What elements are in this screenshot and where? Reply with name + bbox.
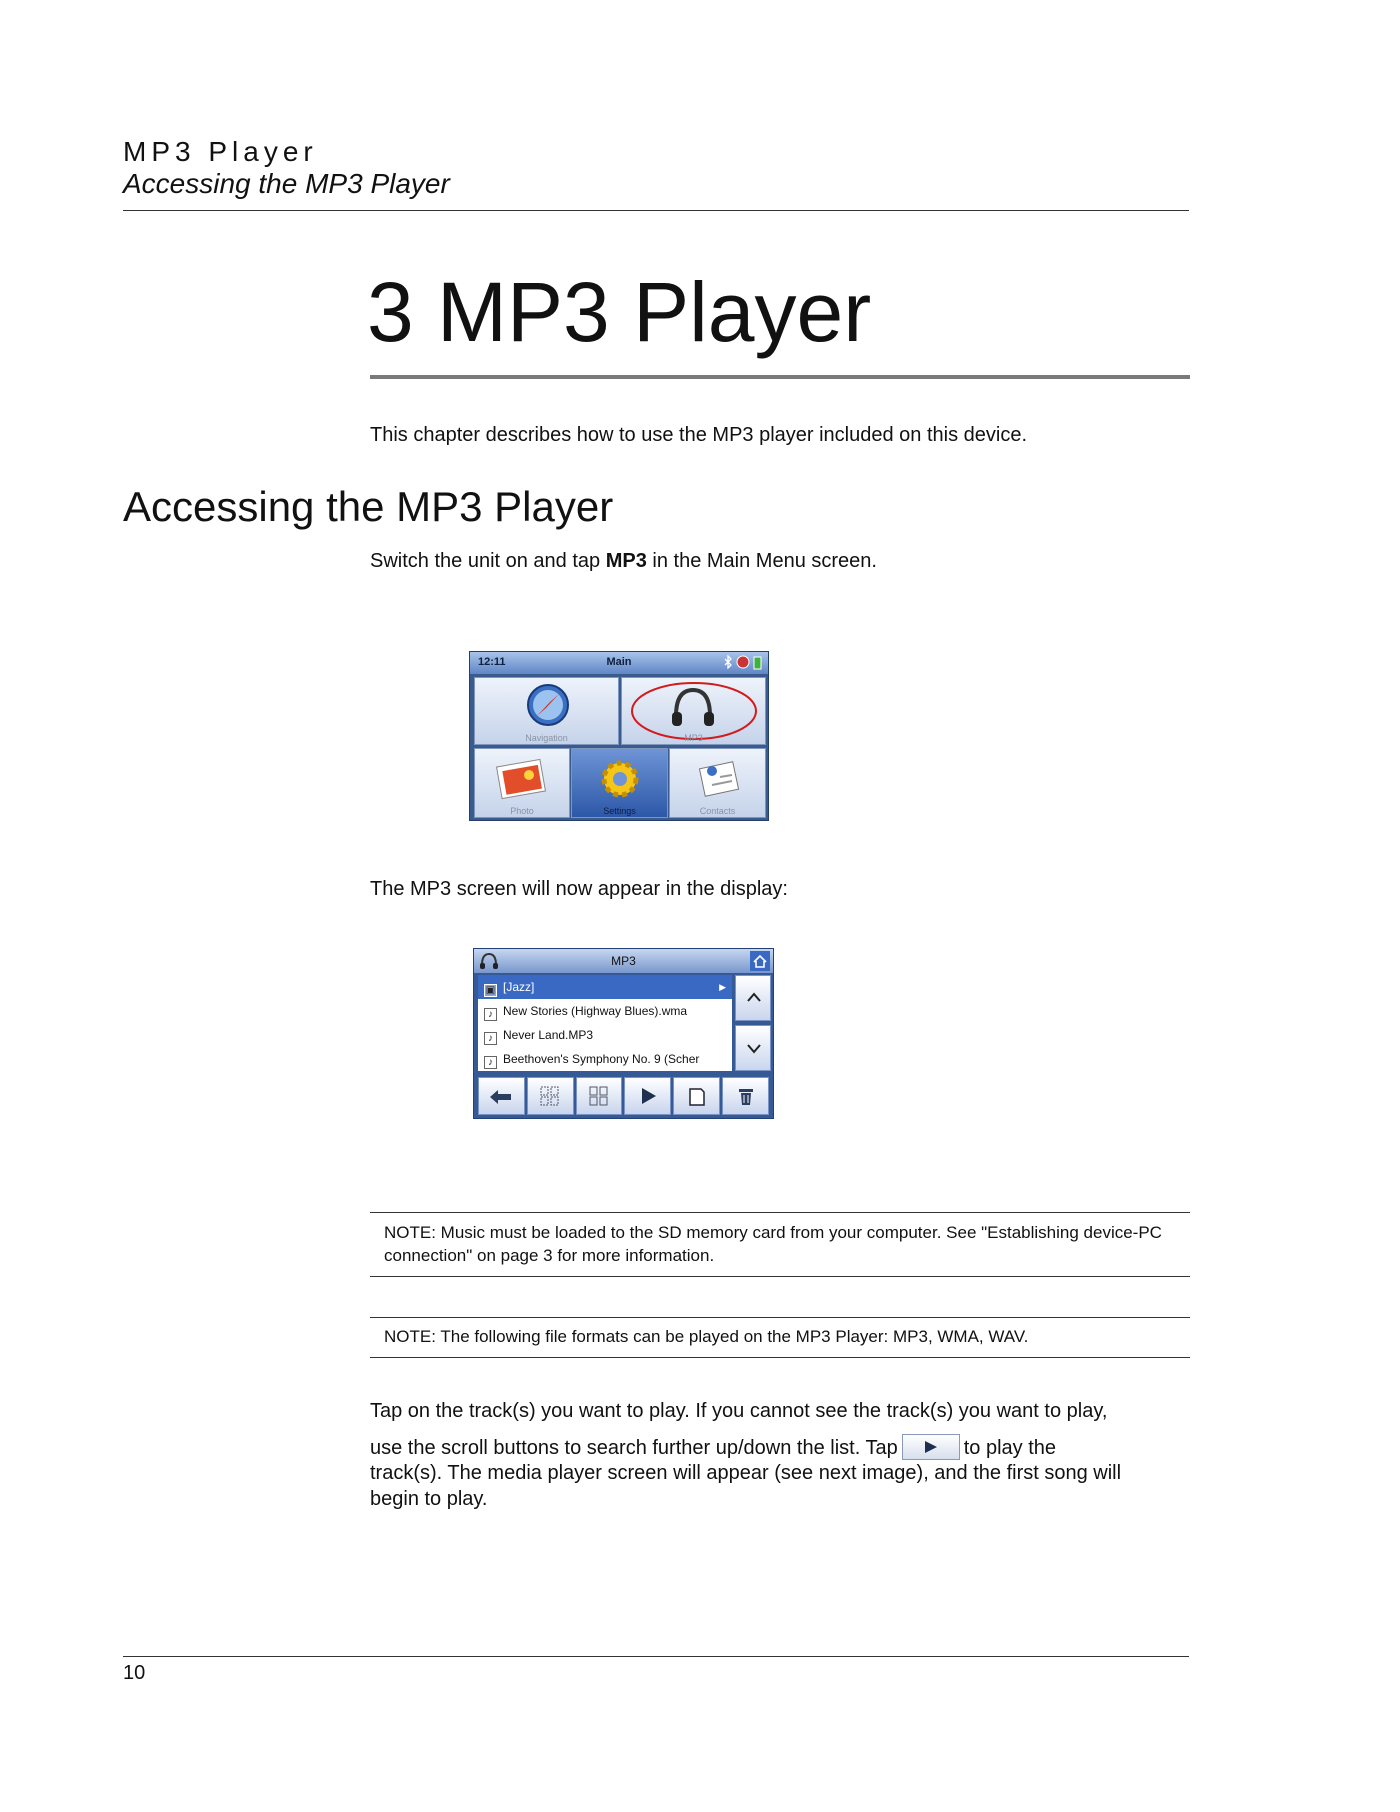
page-icon [687, 1085, 707, 1107]
main-menu-titlebar [470, 652, 768, 674]
main-menu-screenshot [469, 651, 769, 821]
bluetooth-icon [723, 655, 733, 669]
tile-contacts[interactable] [669, 748, 766, 818]
note-rule-top [370, 1317, 1190, 1318]
select-all-button[interactable] [527, 1077, 574, 1115]
page-button[interactable] [673, 1077, 720, 1115]
list-item[interactable]: ♪ Never Land.MP3 [478, 1023, 732, 1047]
tile-label: Photo [510, 806, 534, 816]
photo-icon [495, 757, 549, 801]
tile-photo[interactable] [474, 748, 570, 818]
contacts-icon [694, 755, 744, 801]
note-rule-bottom [370, 1357, 1190, 1358]
play-icon [923, 1440, 939, 1454]
chapter-rule [370, 375, 1190, 379]
chevron-down-icon [746, 1043, 762, 1055]
tile-settings[interactable] [571, 748, 668, 818]
status-icons [723, 655, 762, 670]
music-note-icon: ♪ [484, 1056, 497, 1069]
tile-navigation[interactable] [474, 677, 619, 745]
back-icon [487, 1086, 515, 1106]
select-all-icon [538, 1085, 562, 1107]
chapter-title: 3 MP3 Player [367, 265, 872, 359]
back-button[interactable] [478, 1077, 525, 1115]
running-header-chapter: MP3 Player [123, 136, 318, 167]
tile-label: Navigation [525, 733, 568, 743]
mp3-screen-caption: The MP3 screen will now appear in the display: [370, 878, 788, 900]
footer-rule [123, 1656, 1189, 1657]
list-item[interactable]: ♪ New Stories (Highway Blues).wma [478, 999, 732, 1023]
record-icon [736, 655, 750, 669]
delete-button[interactable] [722, 1077, 769, 1115]
chevron-up-icon [746, 991, 762, 1003]
tile-label: Contacts [699, 806, 736, 816]
music-note-icon: ♪ [484, 1032, 497, 1045]
running-header-section: Accessing the MP3 Player [123, 168, 450, 199]
note-sd-card: NOTE: Music must be loaded to the SD memory card from your computer. See "Establishing device-PC connection" on page 3 for more information. [384, 1223, 1162, 1265]
list-item[interactable]: ♪ Beethoven's Symphony No. 9 (Scher [478, 1047, 732, 1071]
note-rule-top [370, 1212, 1190, 1213]
play-icon [638, 1086, 658, 1106]
inline-play-button [902, 1434, 960, 1460]
access-instruction: Switch the unit on and tap MP3 in the Main Menu screen. [370, 550, 877, 572]
closing-line-2: use the scroll buttons to search further up/down the list. Tap to play the [370, 1434, 1056, 1461]
expand-arrow-icon: ▶ [719, 982, 726, 992]
mp3-toolbar [478, 1077, 769, 1115]
list-item-folder[interactable]: ▣ [Jazz] ▶ [478, 975, 732, 999]
headphones-icon [668, 684, 718, 730]
note-file-formats: NOTE: The following file formats can be played on the MP3 Player: MP3, WMA, WAV. [384, 1327, 1029, 1346]
deselect-button[interactable] [576, 1077, 623, 1115]
folder-icon: ▣ [485, 985, 496, 996]
trash-icon [736, 1085, 756, 1107]
closing-line-4: begin to play. [370, 1488, 488, 1510]
music-note-icon: ♪ [484, 1008, 497, 1021]
note-rule-bottom [370, 1276, 1190, 1277]
closing-line-3: track(s). The media player screen will appear (see next image), and the first song will [370, 1462, 1122, 1484]
clock: 12:11 [478, 656, 506, 668]
header-rule [123, 210, 1189, 211]
track-list [478, 975, 732, 1071]
mp3-titlebar [474, 949, 773, 973]
compass-icon [523, 682, 573, 728]
home-icon[interactable] [750, 951, 770, 971]
tile-label: MP3 [684, 733, 703, 743]
play-button[interactable] [624, 1077, 671, 1115]
section-title: Accessing the MP3 Player [123, 483, 614, 530]
page-number: 10 [123, 1662, 146, 1684]
deselect-icon [587, 1085, 611, 1107]
closing-line-1: Tap on the track(s) you want to play. If you cannot see the track(s) you want to play, [370, 1400, 1108, 1422]
mp3-list-screenshot [473, 948, 774, 1119]
chapter-intro: This chapter describes how to use the MP3 player included on this device. [370, 424, 1028, 446]
battery-icon [753, 655, 762, 670]
mp3-title: MP3 [611, 954, 636, 968]
mp3-keyword: MP3 [605, 550, 647, 572]
scroll-down-button[interactable] [735, 1025, 771, 1071]
gear-icon [596, 755, 644, 803]
tile-label: Settings [603, 806, 636, 816]
scroll-up-button[interactable] [735, 975, 771, 1021]
main-menu-title: Main [606, 656, 632, 668]
tile-mp3[interactable] [621, 677, 766, 745]
